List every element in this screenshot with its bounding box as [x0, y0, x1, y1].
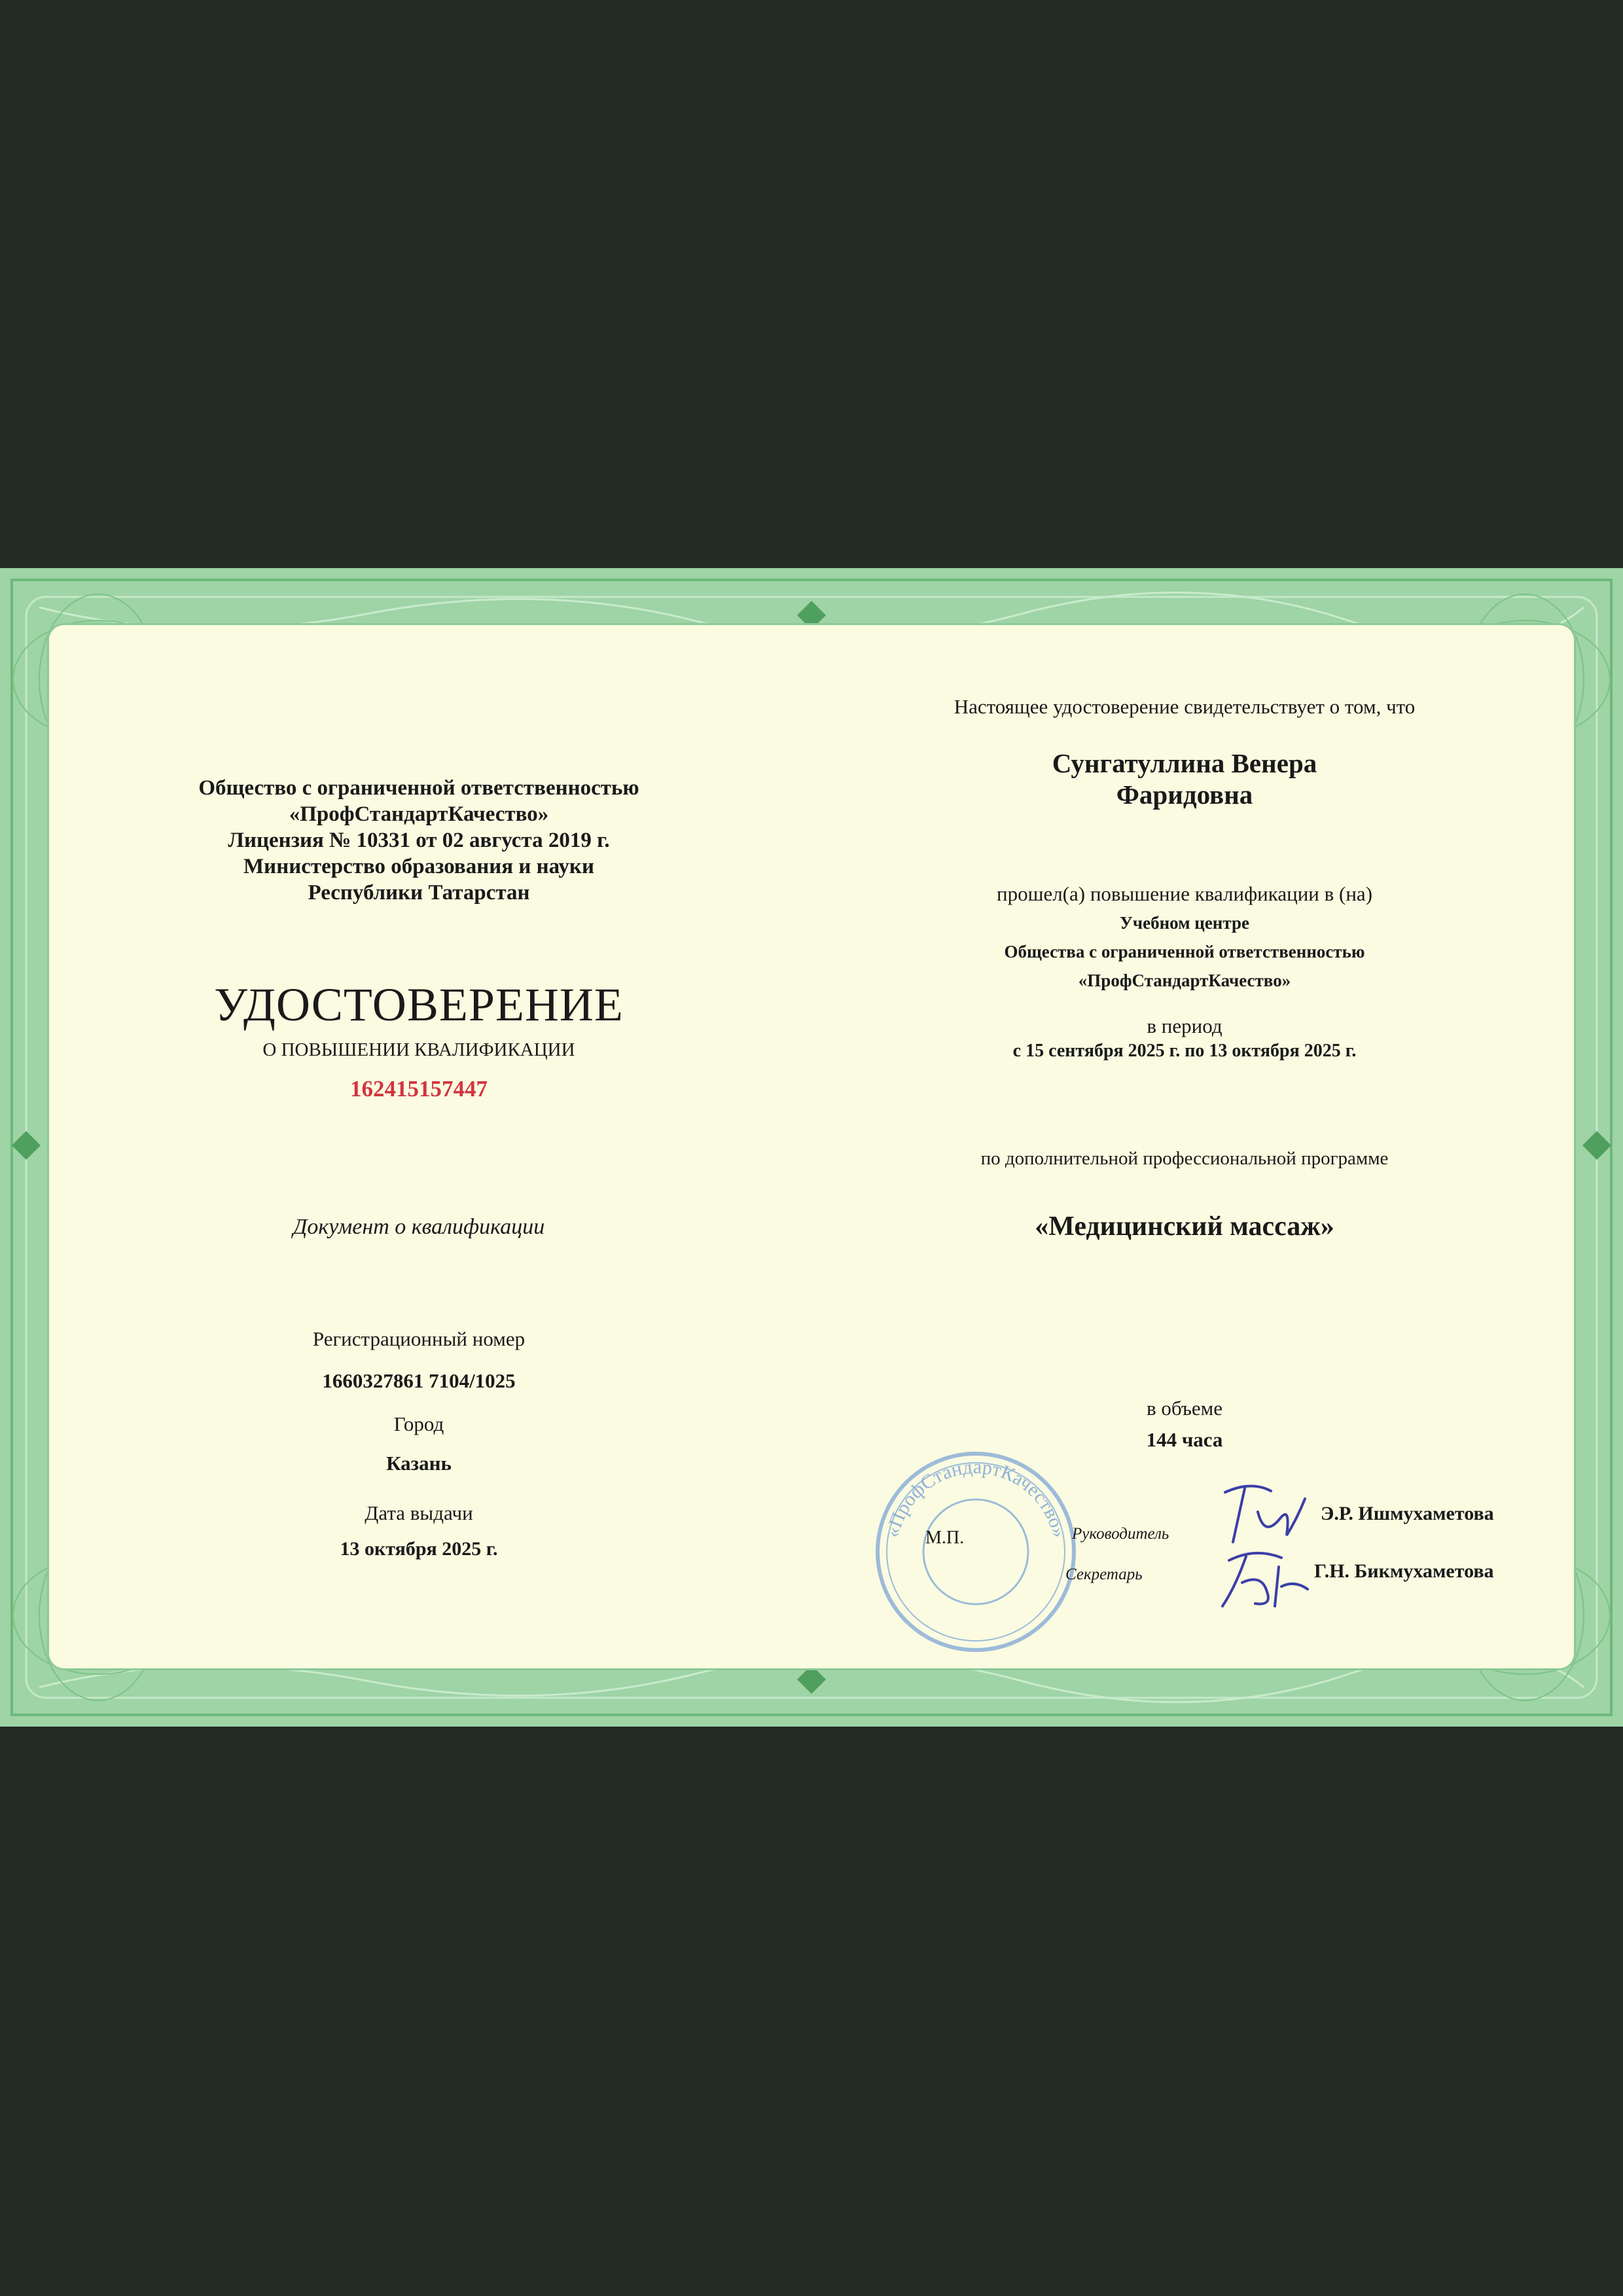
document-subtitle: О ПОВЫШЕНИИ КВАЛИФИКАЦИИ — [262, 1039, 575, 1060]
issue-date-label: Дата выдачи — [365, 1501, 473, 1524]
issuer-line: Общество с ограниченной ответственностью — [198, 776, 639, 800]
reg-number-value: 1660327861 7104/1025 — [322, 1369, 516, 1392]
city-label: Город — [393, 1412, 444, 1435]
seal-label: М.П. — [925, 1528, 965, 1548]
recipient-name-line: Фаридовна — [1116, 780, 1253, 810]
stamp-text: «ПрофСтандартКачество» — [882, 1456, 1070, 1540]
city-value: Казань — [386, 1452, 452, 1475]
passed-text: прошел(а) повышение квалификации в (на) — [996, 882, 1373, 905]
recipient-name-line: Сунгатуллина Венера — [1052, 748, 1317, 778]
issue-date-value: 13 октября 2025 г. — [340, 1538, 498, 1560]
head-name: Э.Р. Ишмухаметова — [1321, 1503, 1494, 1524]
program-label: по дополнительной профессиональной программе — [980, 1148, 1389, 1169]
issuer-line: «ПрофСтандартКачество» — [289, 802, 549, 826]
ministry-line: Министерство образования и науки — [243, 855, 594, 878]
period-label: в период — [1147, 1014, 1222, 1037]
volume-value: 144 часа — [1146, 1428, 1223, 1451]
intro-text: Настоящее удостоверение свидетельствует о том, что — [954, 695, 1416, 718]
official-stamp — [868, 1444, 1084, 1660]
training-center — [851, 908, 1518, 995]
program-name: «Медицинский массаж» — [1035, 1211, 1334, 1242]
svg-text:«ПрофСтандартКачество» — [882, 1456, 1070, 1540]
reg-number-label: Регистрационный номер — [312, 1327, 526, 1350]
secretary-signature — [1216, 1541, 1314, 1613]
document-kind: Документ о квалификации — [293, 1215, 545, 1239]
secretary-name: Г.Н. Бикмухаметова — [1314, 1560, 1494, 1582]
ministry-line: Республики Татарстан — [308, 881, 530, 905]
license-line: Лицензия № 10331 от 02 августа 2019 г. — [228, 829, 610, 852]
training-center-line: Общества с ограниченной ответственностью — [1004, 942, 1365, 961]
serial-number: 162415157447 — [350, 1076, 488, 1102]
certificate-spread — [0, 568, 1623, 1727]
head-role: Руководитель — [1072, 1525, 1169, 1543]
training-center-line: Учебном центре — [1120, 913, 1249, 933]
training-center-line: «ПрофСтандартКачество» — [1078, 971, 1291, 990]
recipient-name — [851, 747, 1518, 810]
period-value: с 15 сентября 2025 г. по 13 октября 2025 г. — [1012, 1041, 1357, 1061]
issuer-header — [118, 775, 720, 906]
volume-label: в объеме — [1146, 1397, 1223, 1420]
secretary-role: Секретарь — [1065, 1566, 1143, 1583]
document-title: УДОСТОВЕРЕНИЕ — [214, 978, 624, 1031]
